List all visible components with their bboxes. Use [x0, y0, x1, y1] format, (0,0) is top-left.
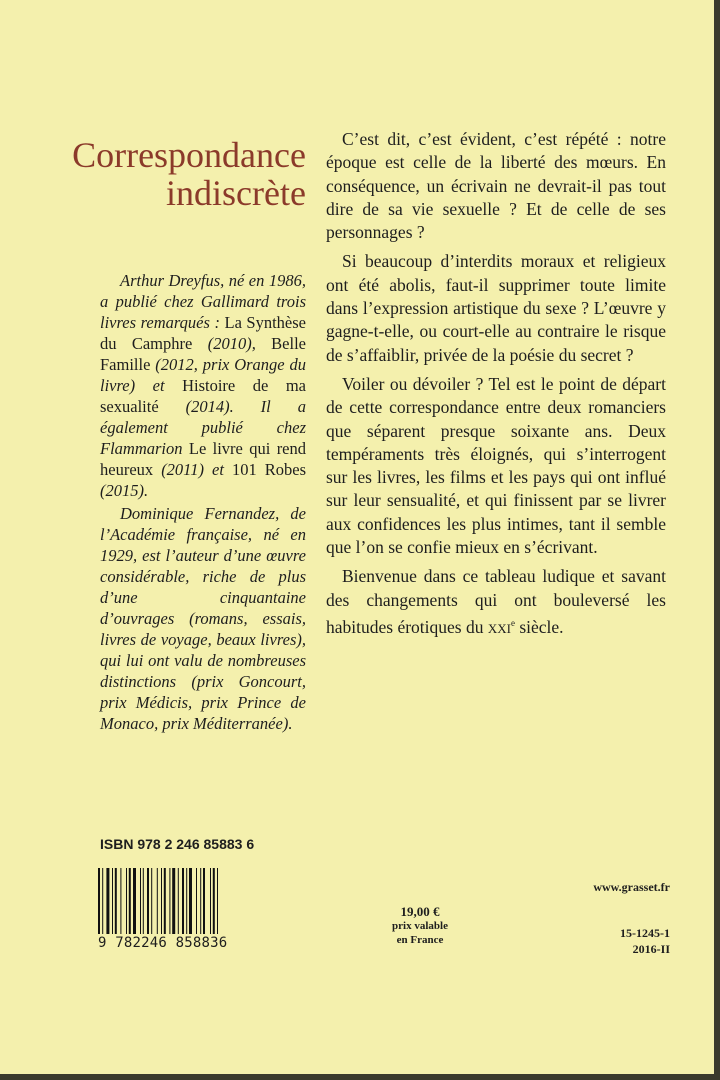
cover-edge-right	[714, 0, 720, 1080]
barcode-bar	[203, 868, 205, 934]
barcode-bar	[169, 868, 170, 934]
bio-segment: (2010),	[207, 334, 272, 353]
bio-segment: Histoire de ma sexualité	[100, 376, 307, 416]
barcode-bar	[178, 868, 179, 934]
barcode-bar	[161, 868, 162, 934]
publication-codes	[560, 925, 670, 957]
barcode-bar	[129, 868, 131, 934]
barcode-bar	[143, 868, 144, 934]
publication-code-2: 2016-II	[632, 942, 670, 956]
barcode-bar	[172, 868, 175, 934]
barcode-bar	[98, 868, 100, 934]
cover-edge-bottom	[0, 1074, 720, 1080]
price-note-line2: en France	[396, 934, 444, 946]
barcode-bar	[196, 868, 197, 934]
price-block	[370, 905, 470, 947]
bio-arthur-dreyfus	[100, 270, 306, 501]
bio-dominique-fernandez	[100, 503, 306, 734]
barcode-bar	[115, 868, 117, 934]
bio-segment: (2012, prix Orange du livre) et	[100, 355, 306, 395]
barcode-bar	[164, 868, 166, 934]
blurb-century-sup: e	[510, 617, 515, 628]
author-biographies	[100, 270, 306, 736]
barcode-digits: 9 782246 858836	[98, 935, 228, 951]
barcode-bar	[200, 868, 201, 934]
barcode-bar	[213, 868, 215, 934]
bio-text: Dominique Fernandez, de l’Académie française, né en 1929, est l’auteur d’une œuvre considérable, riche de plus d’une cinquantaine d’ouvrages (romans, essais, livres de voyage, beaux livres), qui lui ont valu de nombreuses distinctions (prix Goncourt, prix Médicis, prix Prince de Monaco, prix Méditerranée).	[100, 504, 306, 733]
publication-code-1: 15-1245-1	[620, 926, 670, 940]
barcode-bar	[186, 868, 187, 934]
book-title	[54, 136, 306, 212]
barcode-bar	[210, 868, 211, 934]
isbn-number: ISBN 978 2 246 85883 6	[100, 836, 255, 852]
blurb-paragraph-1: C’est dit, c’est évident, c’est répété : notre époque est celle de la liberté des mœurs. En conséquence, un écrivain ne devrait-il pas tout dire de sa vie sexuelle ? Et de celle de ses personnages ?	[326, 129, 666, 243]
blurb-paragraph-2: Si beaucoup d’interdits moraux et religieux ont été abolis, faut-il supprimer toute limite dans l’expression artistique du sexe ? L’œuvre y gagne-t-elle, ou court-elle au contraire le risque de s’affaiblir, privée de la poésie du secret ?	[326, 251, 666, 365]
bio-segment: (2015).	[100, 481, 149, 500]
barcode-image	[98, 868, 258, 934]
barcode-bar	[106, 868, 109, 934]
book-title-line1: Correspondance	[72, 135, 306, 175]
blurb-paragraph-3: Voiler ou dévoiler ? Tel est le point de départ de cette correspondance entre deux romanciers que séparent presque soixante ans. Deux tempéraments très éloignés, qui s’interrogent sur les livres, les films et les pays qui ont influé sur leur sensualité, et qui finissent par se livrer aux confidences les plus intimes, tant il semble que l’on se confie mieux en s’écrivant.	[326, 373, 666, 558]
blurb-century: XXI	[487, 620, 511, 636]
barcode-bar	[182, 868, 184, 934]
barcode-bar	[189, 868, 192, 934]
bio-segment: Arthur Dreyfus, né en 1986, a publié chez Gallimard trois livres remarqués :	[100, 271, 306, 332]
barcode-bar	[102, 868, 103, 934]
barcode-bar	[126, 868, 127, 934]
bio-segment: (2011) et	[161, 460, 232, 479]
bio-segment: La Synthèse du Camphre	[100, 313, 306, 353]
barcode-bar	[133, 868, 136, 934]
book-title-line2: indiscrète	[166, 173, 306, 213]
price-amount: 19,00 €	[400, 904, 440, 919]
publisher-website: www.grasset.fr	[593, 880, 670, 894]
bio-segment: (2014). Il a également publié chez Flammarion	[100, 397, 306, 458]
bio-segment: Le livre qui rend heureux	[100, 439, 307, 479]
barcode-bar	[157, 868, 158, 934]
bio-segment: 101 Robes	[231, 460, 306, 479]
book-blurb	[326, 128, 666, 646]
barcode-bar	[112, 868, 113, 934]
price-note-line1: prix valable	[392, 920, 448, 932]
blurb-p4-text: Bienvenue dans ce tableau ludique et savant des changements qui ont bouleversé les habitudes érotiques du	[326, 566, 666, 637]
barcode-bar	[120, 868, 121, 934]
barcode-bar	[147, 868, 149, 934]
barcode-bar	[151, 868, 152, 934]
barcode-bar	[140, 868, 141, 934]
barcode-bar	[217, 868, 218, 934]
blurb-p4-end: siècle.	[514, 616, 564, 637]
bio-segment: Belle Famille	[100, 334, 306, 374]
blurb-paragraph-4	[326, 565, 666, 640]
